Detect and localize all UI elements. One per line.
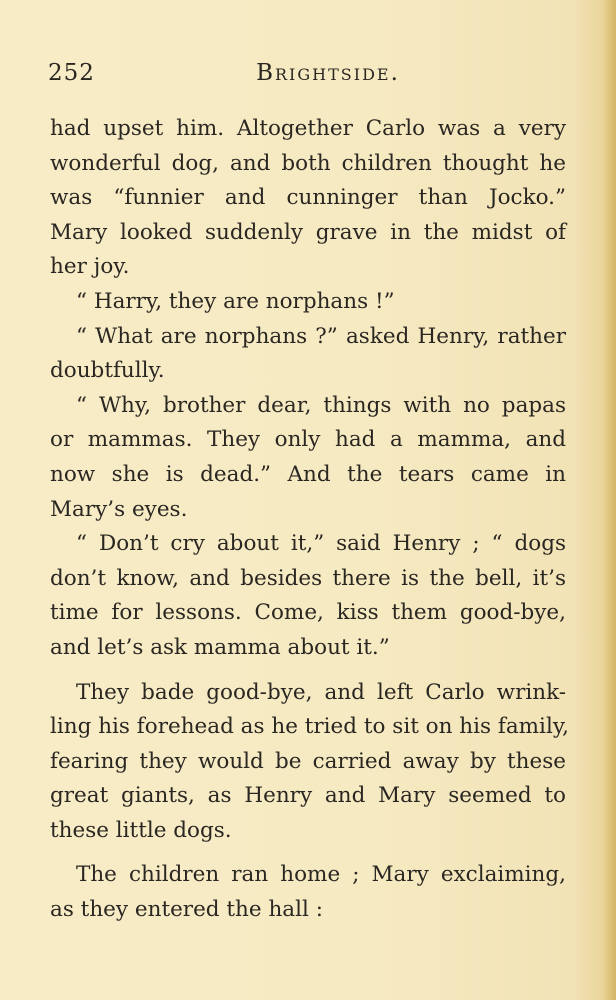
text-line: as they entered the hall : [50,897,323,923]
body-text [50,112,569,928]
paragraph-gap [50,666,566,676]
text-line: was “funnier and cunninger than Jocko.” [50,185,566,211]
text-line: doubtfully. [50,358,165,384]
text-line: “ Why, brother dear, things with no papas [76,392,566,418]
text-line: and let’s ask mamma about it.” [50,634,390,660]
page-edge [602,0,616,1000]
page-header [48,60,568,94]
text-line: fearing they would be carried away by these [50,748,566,774]
text-line: now she is dead.” And the tears came in [50,461,566,487]
text-line: her joy. [50,254,130,280]
text-line: time for lessons. Come, kiss them good-bye, [50,600,566,626]
running-head: Brightside. [256,60,400,86]
paragraph-gap [50,848,566,858]
text-line: Mary looked suddenly grave in the midst of [50,219,566,245]
text-line: wonderful dog, and both children thought he [50,150,566,176]
text-line: They bade good-bye, and left Carlo wrink- [76,679,566,705]
text-line: Mary’s eyes. [50,496,188,522]
text-line: “ Don’t cry about it,” said Henry ; “ dogs [76,531,566,557]
text-line: these little dogs. [50,817,232,843]
text-line: ling his forehead as he tried to sit on his family, [50,714,569,740]
text-line: had upset him. Altogether Carlo was a very [50,116,566,141]
page-number: 252 [48,60,95,86]
text-line: “ Harry, they are norphans !” [76,288,395,314]
text-line: don’t know, and besides there is the bell, it’s [50,565,566,591]
text-line: “ What are norphans ?” asked Henry, rather [76,323,566,349]
text-line: great giants, as Henry and Mary seemed to [50,783,566,809]
text-line: or mammas. They only had a mamma, and [50,427,566,453]
text-line: The children ran home ; Mary exclaiming, [76,862,566,888]
